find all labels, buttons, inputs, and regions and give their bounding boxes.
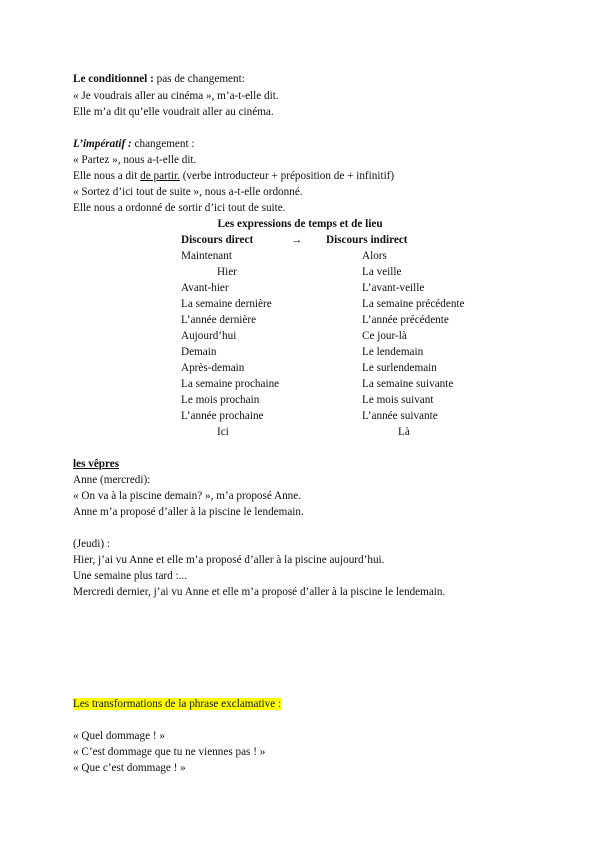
vepres-heading: les vêpres — [73, 458, 120, 470]
vepres-line-3: Anne m’a proposé d’aller à la piscine le lendemain. — [73, 506, 304, 518]
indirect-1: La veille — [362, 266, 402, 278]
conditionnel-example-2: Elle m’a dit qu’elle voudrait aller au cinéma. — [73, 106, 274, 118]
vepres-line-6: Une semaine plus tard :... — [73, 570, 188, 582]
indirect-7: Le surlendemain — [362, 362, 437, 374]
vepres-line-5: Hier, j’ai vu Anne et elle m’a proposé d’aller à la piscine aujourd’hui. — [73, 554, 385, 566]
vepres-line-7: Mercredi dernier, j’ai vu Anne et elle m’a proposé d’aller à la piscine le lendemain. — [73, 586, 446, 598]
exclamative-line-2: « C’est dommage que tu ne viennes pas ! » — [73, 746, 266, 758]
exclamative-heading: Les transformations de la phrase exclamative : — [73, 698, 282, 710]
direct-4: L’année dernière — [181, 314, 257, 326]
direct-1: Hier — [217, 266, 237, 278]
imperatif-heading: L’impératif : — [73, 138, 132, 150]
direct-5: Aujourd’hui — [181, 330, 237, 342]
indirect-8: La semaine suivante — [362, 378, 454, 390]
header-indirect: Discours indirect — [326, 234, 408, 246]
conditionnel-heading-rest: pas de changement: — [153, 73, 245, 85]
direct-6: Demain — [181, 346, 217, 358]
indirect-10: L’année suivante — [362, 410, 438, 422]
expressions-title: Les expressions de temps et de lieu — [217, 218, 383, 230]
conditionnel-heading-line — [73, 72, 245, 86]
imperatif-line-2 — [73, 169, 394, 183]
direct-3: La semaine dernière — [181, 298, 272, 310]
indirect-0: Alors — [362, 250, 387, 262]
indirect-11: Là — [398, 426, 410, 438]
direct-10: L’année prochaine — [181, 410, 264, 422]
indirect-2: L’avant-veille — [362, 282, 425, 294]
vepres-line-2: « On va à la piscine demain? », m’a proposé Anne. — [73, 490, 302, 502]
imperatif-line-4: Elle nous a ordonné de sortir d’ici tout de suite. — [73, 202, 286, 214]
direct-11: Ici — [217, 426, 229, 438]
conditionnel-example-1: « Je voudrais aller au cinéma », m’a-t-elle dit. — [73, 90, 279, 102]
imperatif-line-2-end: (verbe introducteur + préposition de + infinitif) — [179, 170, 395, 182]
indirect-4: L’année précédente — [362, 314, 449, 326]
imperatif-line-3: « Sortez d’ici tout de suite », nous a-t-elle ordonné. — [73, 186, 303, 198]
direct-0: Maintenant — [181, 250, 232, 262]
indirect-5: Ce jour-là — [362, 330, 407, 342]
vepres-line-1: Anne (mercredi): — [73, 474, 151, 486]
direct-8: La semaine prochaine — [181, 378, 280, 390]
direct-9: Le mois prochain — [181, 394, 260, 406]
vepres-line-4: (Jeudi) : — [73, 538, 110, 550]
direct-2: Avant-hier — [181, 282, 229, 294]
imperatif-heading-line — [73, 137, 194, 151]
imperatif-line-1: « Partez », nous a-t-elle dit. — [73, 154, 197, 166]
exclamative-line-1: « Quel dommage ! » — [73, 730, 165, 742]
indirect-6: Le lendemain — [362, 346, 424, 358]
indirect-9: Le mois suivant — [362, 394, 434, 406]
imperatif-line-2-start: Elle nous a dit — [73, 170, 141, 182]
arrow-icon: → — [291, 234, 303, 246]
header-direct: Discours direct — [181, 234, 254, 246]
direct-7: Après-demain — [181, 362, 245, 374]
exclamative-line-3: « Que c’est dommage ! » — [73, 762, 186, 774]
imperatif-line-2-underlined: de partir. — [140, 170, 180, 182]
exclamative-heading-line — [73, 697, 281, 711]
imperatif-heading-rest: changement : — [131, 138, 195, 150]
indirect-3: La semaine précédente — [362, 298, 465, 310]
conditionnel-heading: Le conditionnel : — [73, 73, 154, 85]
